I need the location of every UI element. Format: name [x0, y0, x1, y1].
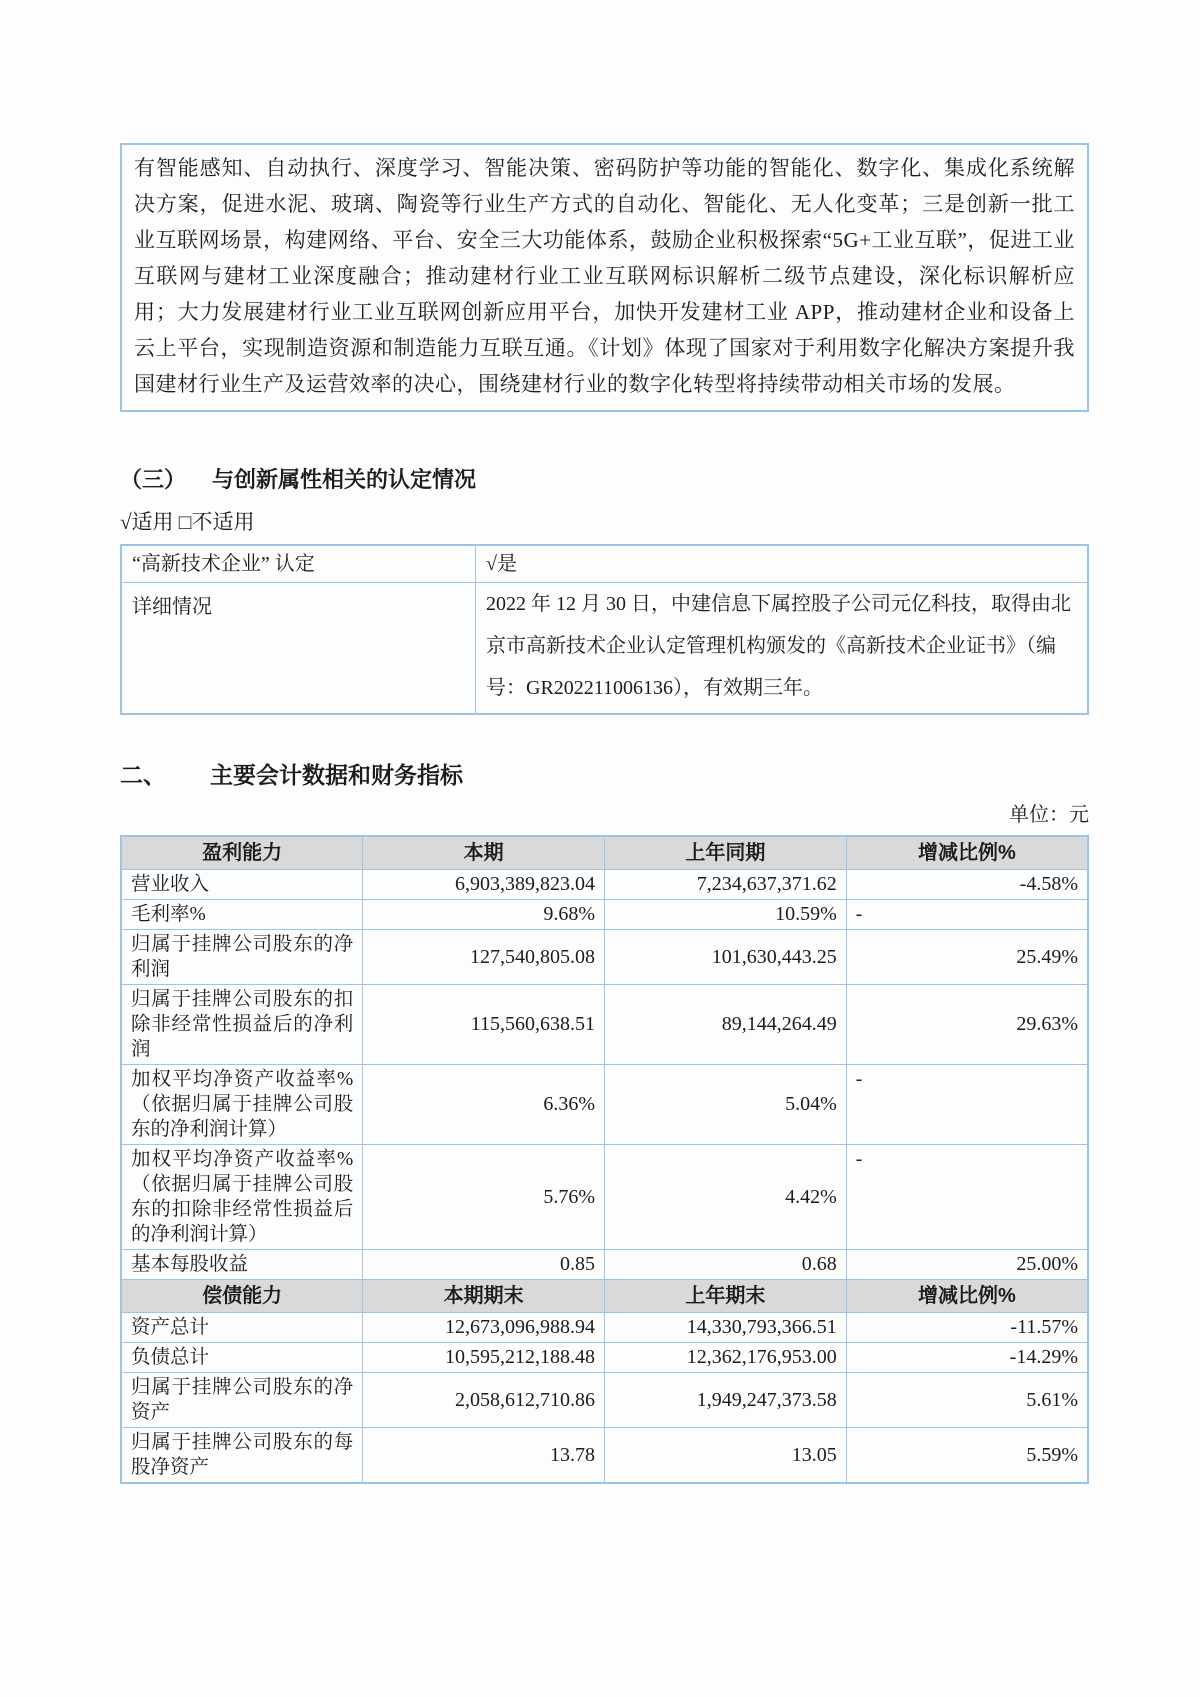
table-row	[121, 1065, 1088, 1145]
current-value: 6.36%	[363, 1065, 605, 1145]
current-value: 12,673,096,988.94	[363, 1313, 605, 1343]
cert-value: √是	[476, 545, 1089, 583]
table-row	[121, 900, 1088, 930]
report-page	[120, 0, 1089, 1484]
prior-value: 7,234,637,371.62	[605, 870, 847, 900]
table-row	[121, 870, 1088, 900]
prior-value: 10.59%	[605, 900, 847, 930]
prior-value: 89,144,264.49	[605, 985, 847, 1065]
table-row	[121, 930, 1088, 985]
section-number: 二、	[120, 762, 166, 788]
row-label: 资产总计	[121, 1313, 363, 1343]
prior-value: 4.42%	[605, 1145, 847, 1250]
section-title: 与创新属性相关的认定情况	[212, 467, 477, 492]
row-label: 归属于挂牌公司股东的每股净资产	[121, 1428, 363, 1484]
table-row	[121, 1250, 1088, 1280]
financial-indicators-table	[120, 835, 1089, 1484]
current-value: 2,058,612,710.86	[363, 1373, 605, 1428]
column-header: 增减比例%	[846, 836, 1088, 870]
row-label: 归属于挂牌公司股东的扣除非经常性损益后的净利润	[121, 985, 363, 1065]
table-row	[121, 1343, 1088, 1373]
table-row	[121, 1373, 1088, 1428]
change-value: 25.00%	[846, 1250, 1088, 1280]
current-value: 6,903,389,823.04	[363, 870, 605, 900]
policy-text-box	[120, 143, 1089, 412]
prior-value: 14,330,793,366.51	[605, 1313, 847, 1343]
policy-paragraph: 有智能感知、自动执行、深度学习、智能决策、密码防护等功能的智能化、数字化、集成化系统解决方案，促进水泥、玻璃、陶瓷等行业生产方式的自动化、智能化、无人化变革；三是创新一批工业互联网场景，构建网络、平台、安全三大功能体系，鼓励企业积极探索“5G+工业互联”，促进工业互联网与建材工业深度融合；推动建材行业工业互联网标识解析二级节点建设，深化标识解析应用；大力发展建材行业工业互联网创新应用平台，加快开发建材工业 APP，推动建材企业和设备上云上平台，实现制造资源和制造能力互联互通。《计划》体现了国家对于利用数字化解决方案提升我国建材行业生产及运营效率的决心，围绕建材行业的数字化转型将持续带动相关市场的发展。	[134, 156, 1075, 396]
change-value: 5.61%	[846, 1373, 1088, 1428]
current-value: 115,560,638.51	[363, 985, 605, 1065]
section-number: （三）	[120, 467, 187, 492]
column-header: 增减比例%	[846, 1280, 1088, 1313]
column-header: 偿债能力	[121, 1280, 363, 1313]
current-value: 127,540,805.08	[363, 930, 605, 985]
row-label: 营业收入	[121, 870, 363, 900]
current-value: 9.68%	[363, 900, 605, 930]
change-value: -4.58%	[846, 870, 1088, 900]
change-value: 29.63%	[846, 985, 1088, 1065]
column-header: 本期期末	[363, 1280, 605, 1313]
change-value: -	[846, 1065, 1088, 1145]
prior-value: 13.05	[605, 1428, 847, 1484]
change-value: -	[846, 1145, 1088, 1250]
current-value: 0.85	[363, 1250, 605, 1280]
change-value: -11.57%	[846, 1313, 1088, 1343]
prior-value: 101,630,443.25	[605, 930, 847, 985]
detail-value: 2022 年 12 月 30 日，中建信息下属控股子公司元亿科技，取得由北京市高新技术企业认定管理机构颁发的《高新技术企业证书》（编号：GR202211006136），有效期三年。	[476, 583, 1089, 715]
unit-label: 单位：元	[1009, 804, 1089, 826]
row-label: 负债总计	[121, 1343, 363, 1373]
section-heading-financial	[120, 761, 1089, 789]
change-value: -14.29%	[846, 1343, 1088, 1373]
change-value: 25.49%	[846, 930, 1088, 985]
detail-label: 详细情况	[121, 583, 476, 715]
table-row	[121, 1428, 1088, 1484]
table-row	[121, 583, 1088, 715]
row-label: 加权平均净资产收益率%（依据归属于挂牌公司股东的扣除非经常性损益后的净利润计算）	[121, 1145, 363, 1250]
current-value: 10,595,212,188.48	[363, 1343, 605, 1373]
column-header: 上年期末	[605, 1280, 847, 1313]
cert-label: “高新技术企业” 认定	[121, 545, 476, 583]
column-header: 盈利能力	[121, 836, 363, 870]
table-row	[121, 1313, 1088, 1343]
certification-table	[120, 544, 1089, 715]
prior-value: 5.04%	[605, 1065, 847, 1145]
table-row	[121, 1145, 1088, 1250]
table-row	[121, 545, 1088, 583]
table-row	[121, 985, 1088, 1065]
section-heading-innovation	[120, 467, 1089, 493]
column-header: 上年同期	[605, 836, 847, 870]
change-value: 5.59%	[846, 1428, 1088, 1484]
column-header: 本期	[363, 836, 605, 870]
applicability-line: √适用 □不适用	[120, 510, 255, 534]
debt-header-row	[121, 1280, 1088, 1313]
prior-value: 0.68	[605, 1250, 847, 1280]
row-label: 归属于挂牌公司股东的净利润	[121, 930, 363, 985]
current-value: 5.76%	[363, 1145, 605, 1250]
row-label: 归属于挂牌公司股东的净资产	[121, 1373, 363, 1428]
row-label: 毛利率%	[121, 900, 363, 930]
row-label: 基本每股收益	[121, 1250, 363, 1280]
prior-value: 1,949,247,373.58	[605, 1373, 847, 1428]
section-title: 主要会计数据和财务指标	[210, 762, 463, 788]
profit-header-row	[121, 836, 1088, 870]
prior-value: 12,362,176,953.00	[605, 1343, 847, 1373]
change-value: -	[846, 900, 1088, 930]
current-value: 13.78	[363, 1428, 605, 1484]
row-label: 加权平均净资产收益率%（依据归属于挂牌公司股东的净利润计算）	[121, 1065, 363, 1145]
